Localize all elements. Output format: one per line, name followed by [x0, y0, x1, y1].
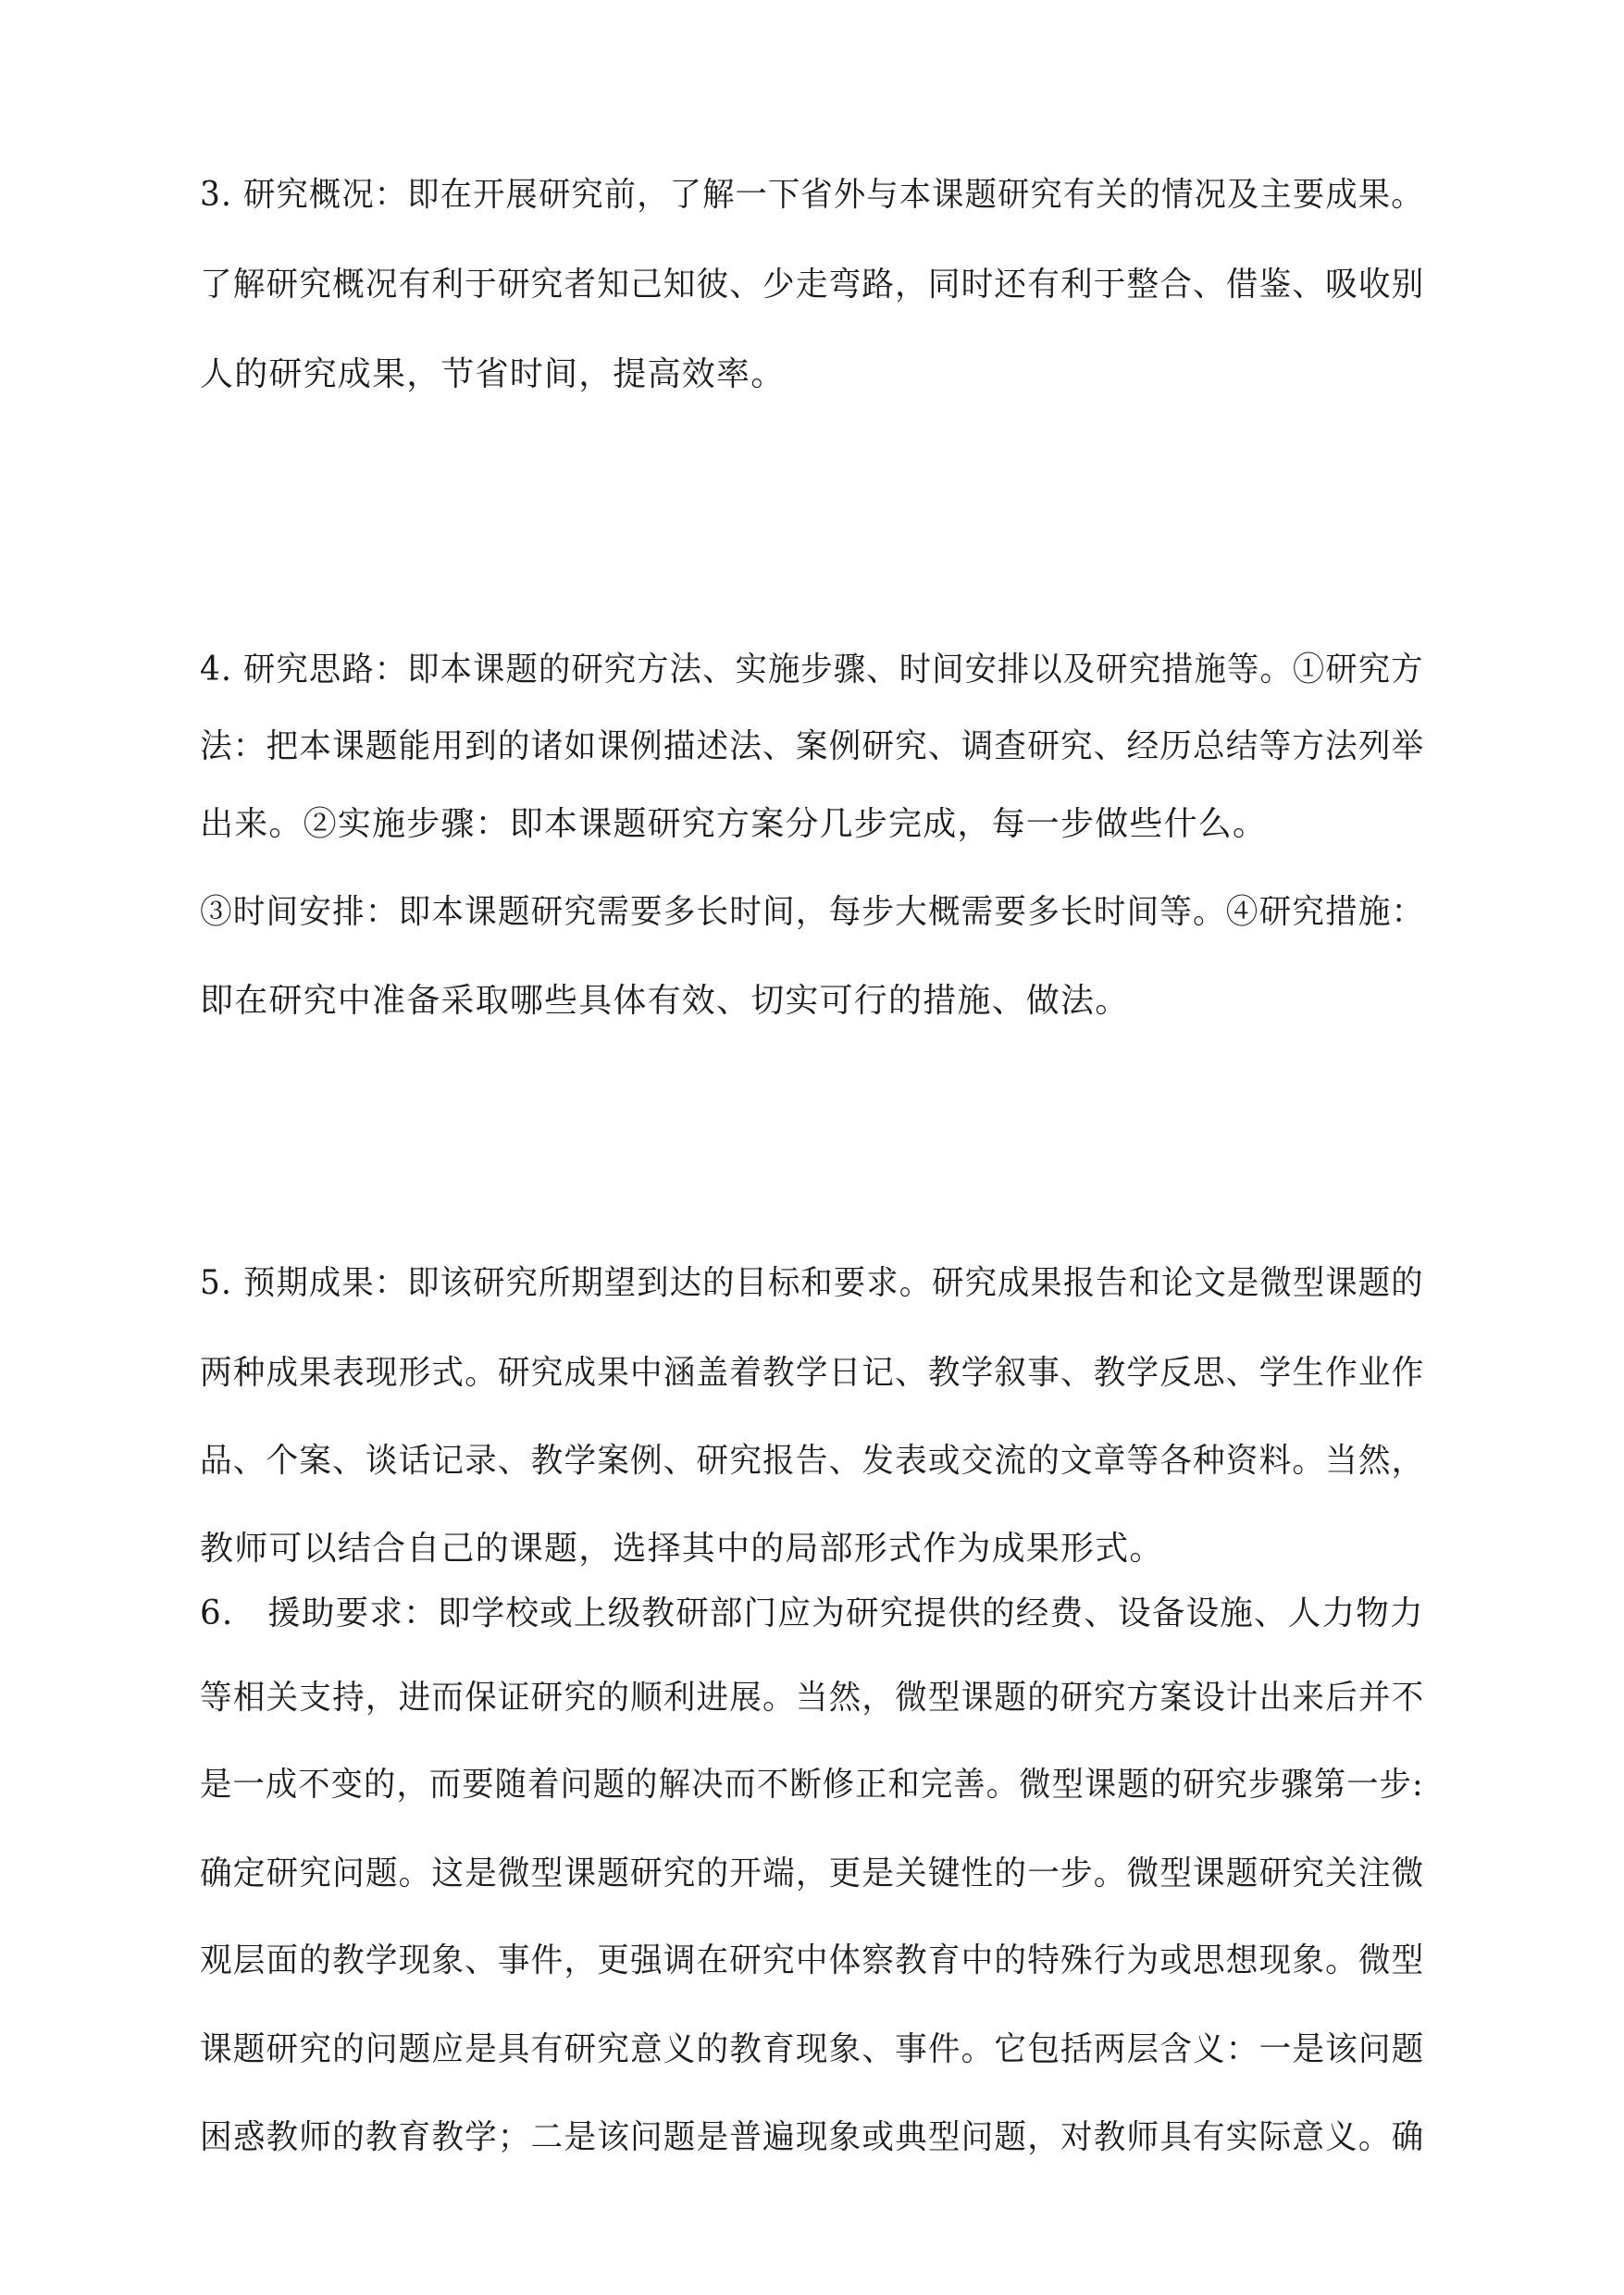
section-6-line-7: 困惑教师的教育教学；二是该问题是普遍现象或典型问题，对教师具有实际意义。确	[200, 2118, 1425, 2156]
section-6-line-1: 6. 援助要求：即学校或上级教研部门应为研究提供的经费、设备设施、人力物力	[200, 1594, 1424, 1632]
section-6-line-3: 是一成不变的，而要随着问题的解决而不断修正和完善。微型课题的研究步骤第一步:	[200, 1766, 1424, 1804]
section-5-line-2: 两种成果表现形式。研究成果中涵盖着教学日记、教学叙事、教学反思、学生作业作	[200, 1354, 1425, 1392]
section-3-line-2: 了解研究概况有利于研究者知己知彼、少走弯路，同时还有利于整合、借鉴、吸收别	[200, 266, 1425, 304]
section-5-line-3: 品、个案、谈话记录、教学案例、研究报告、发表或交流的文章等各种资料。当然，	[200, 1442, 1425, 1480]
section-3-line-3: 人的研究成果，节省时间，提高效率。	[200, 355, 786, 393]
section-4-line-1: 4. 研究思路：即本课题的研究方法、实施步骤、时间安排以及研究措施等。①研究方	[200, 651, 1424, 688]
section-5-line-1: 5. 预期成果：即该研究所期望到达的目标和要求。研究成果报告和论文是微型课题的	[200, 1264, 1424, 1302]
section-6-line-2: 等相关支持，进而保证研究的顺利进展。当然，微型课题的研究方案设计出来后并不	[200, 1679, 1425, 1717]
section-4-line-3: 出来。②实施步骤：即本课题研究方案分几步完成，每一步做些什么。	[200, 805, 1268, 843]
section-4-line-2: 法：把本课题能用到的诸如课例描述法、案例研究、调查研究、经历总结等方法列举	[200, 727, 1425, 765]
section-6-line-4: 确定研究问题。这是微型课题研究的开端，更是关键性的一步。微型课题研究关注微	[200, 1855, 1425, 1892]
section-6-line-6: 课题研究的问题应是具有研究意义的教育现象、事件。它包括两层含义：一是该问题	[200, 2030, 1425, 2068]
section-4-line-4: ③时间安排：即本课题研究需要多长时间，每步大概需要多长时间等。④研究措施：	[200, 893, 1425, 931]
section-6-line-5: 观层面的教学现象、事件，更强调在研究中体察教育中的特殊行为或思想现象。微型	[200, 1941, 1425, 1979]
section-5-line-4: 教师可以结合自己的课题，选择其中的局部形式作为成果形式。	[200, 1530, 1164, 1568]
section-3-line-1: 3. 研究概况：即在开展研究前，了解一下省外与本课题研究有关的情况及主要成果。	[200, 176, 1424, 214]
section-4-line-5: 即在研究中准备采取哪些具体有效、切实可行的措施、做法。	[200, 982, 1130, 1020]
